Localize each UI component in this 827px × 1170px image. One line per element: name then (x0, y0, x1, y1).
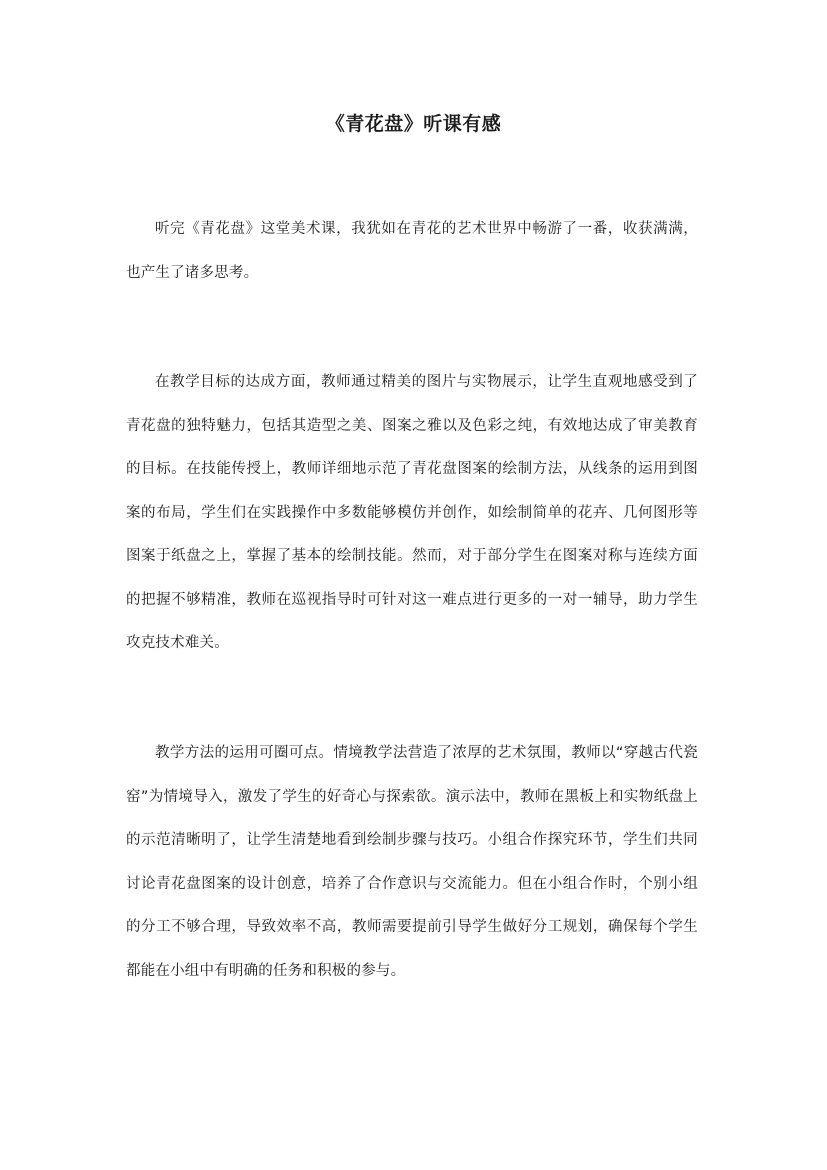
paragraph-teaching-goals: 在教学目标的达成方面，教师通过精美的图片与实物展示，让学生直观地感受到了青花盘的独特魅力，包括其造型之美、图案之雅以及色彩之纯，有效地达成了审美教育的目标。在技能传授上，教师详细地示范了青花盘图案的绘制方法，从线条的运用到图案的布局，学生们在实践操作中多数能够模仿并创作，如绘制简单的花卉、几何图形等图案于纸盘之上，掌握了基本的绘制技能。然而，对于部分学生在图案对称与连续方面的把握不够精准，教师在巡视指导时可针对这一难点进行更多的一对一辅导，助力学生攻克技术难关。 (126, 374, 698, 651)
paragraph-teaching-methods: 教学方法的运用可圈可点。情境教学法营造了浓厚的艺术氛围，教师以“穿越古代瓷窑”为情境导入，激发了学生的好奇心与探索欲。演示法中，教师在黑板上和实物纸盘上的示范清晰明了，让学生清楚地看到绘制步骤与技巧。小组合作探究环节，学生们共同讨论青花盘图案的设计创意，培养了合作意识与交流能力。但在小组合作时，个别小组的分工不够合理，导致效率不高，教师需要提前引导学生做好分工规划，确保每个学生都能在小组中有明确的任务和积极的参与。 (126, 745, 698, 979)
document-title: 《青花盘》听课有感 (325, 113, 502, 135)
paragraph-intro: 听完《青花盘》这堂美术课，我犹如在青花的艺术世界中畅游了一番，收获满满，也产生了诸多思考。 (126, 221, 698, 281)
